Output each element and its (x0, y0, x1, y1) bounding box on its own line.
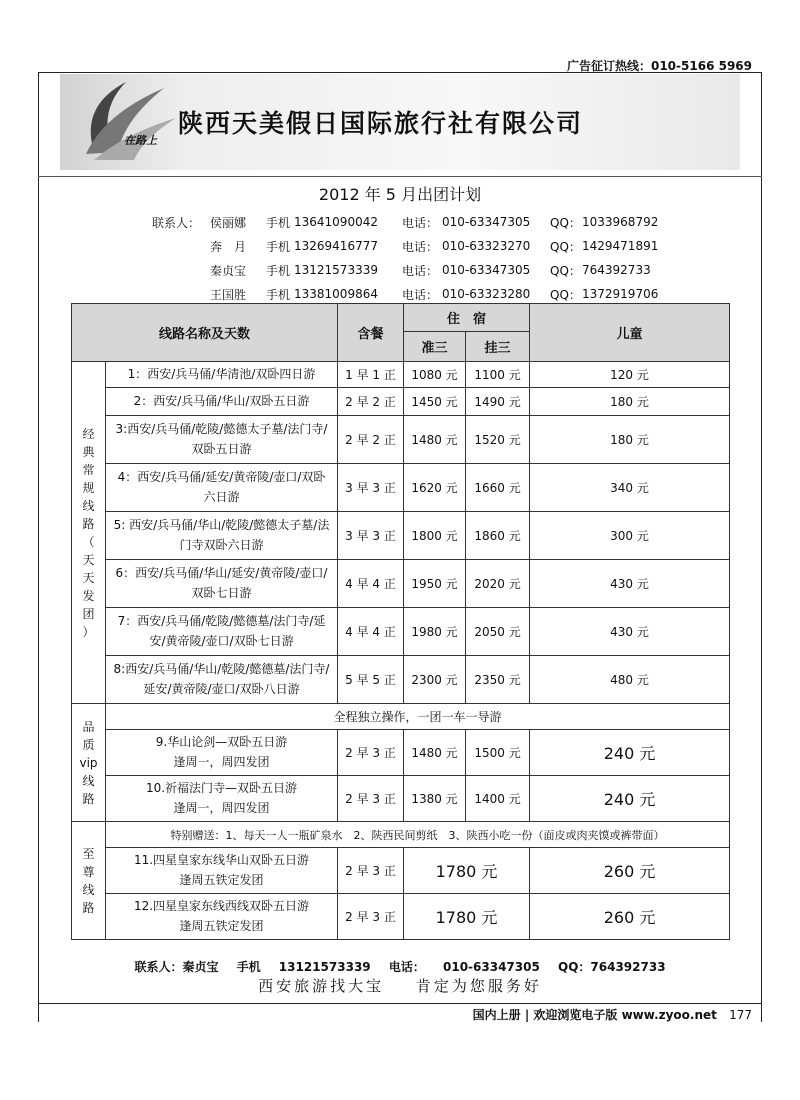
meals: 2 早 2 正 (338, 388, 404, 416)
price-std3: 2300 元 (404, 656, 466, 704)
tel-label: 电话： (402, 287, 439, 302)
meals: 2 早 3 正 (338, 848, 404, 894)
category-vip: 品 质 vip 线 路 (72, 704, 106, 822)
route-name: 4：西安/兵马俑/延安/黄帝陵/壶口/双卧六日游 (106, 464, 338, 512)
tel-label: 电话： (402, 239, 439, 254)
logo-caption: 在路上 (124, 134, 157, 147)
contact-row (152, 210, 658, 234)
price-child: 180 元 (530, 388, 730, 416)
route-name: 6：西安/兵马俑/华山/延安/黄帝陵/壶口/双卧七日游 (106, 560, 338, 608)
tel-number: 010-63347305 (442, 215, 531, 229)
price-std3: 1380 元 (404, 776, 466, 822)
swoosh-logo-icon (64, 74, 184, 170)
right-frame-rule (761, 72, 762, 1022)
route-name: 10.祈福法门寺—双卧五日游 逢周一，周四发团 (106, 776, 338, 822)
slogan-right: 肯定为您服务好 (415, 977, 542, 995)
qq-number: 1429471891 (582, 239, 659, 253)
price-child: 340 元 (530, 464, 730, 512)
page-number: 177 (729, 1008, 752, 1022)
contact-label: 联系人： (152, 215, 201, 230)
price-top3: 1660 元 (466, 464, 530, 512)
slogan-left: 西安旅游找大宝 (258, 977, 385, 995)
price-top3: 2350 元 (466, 656, 530, 704)
meals: 2 早 3 正 (338, 730, 404, 776)
price-std3: 1980 元 (404, 608, 466, 656)
meals: 5 早 5 正 (338, 656, 404, 704)
departure-schedule: 逢周一，周四发团 (173, 800, 270, 815)
price-child: 430 元 (530, 608, 730, 656)
price-adult: 1780 元 (404, 848, 530, 894)
price-top3: 1400 元 (466, 776, 530, 822)
qq-number: 1033968792 (582, 215, 659, 229)
left-frame-rule (38, 72, 39, 1022)
route-name: 7：西安/兵马俑/乾陵/懿德墓/法门寺/延安/黄帝陵/壶口/双卧七日游 (106, 608, 338, 656)
price-top3: 1520 元 (466, 416, 530, 464)
price-std3: 1620 元 (404, 464, 466, 512)
header-meals: 含餐 (338, 304, 404, 362)
tel-label: 电话： (402, 215, 439, 230)
route-name: 2：西安/兵马俑/华山/双卧五日游 (106, 388, 338, 416)
meals: 4 早 4 正 (338, 560, 404, 608)
meals: 2 早 3 正 (338, 776, 404, 822)
contact-name: 王国胜 (210, 287, 247, 302)
header-route: 线路名称及天数 (72, 304, 338, 362)
mobile-number: 13641090042 (294, 215, 378, 229)
price-std3: 1450 元 (404, 388, 466, 416)
qq-label: QQ： (550, 263, 581, 278)
tel-number: 010-63323270 (442, 239, 531, 253)
tel-number: 010-63347305 (442, 263, 531, 277)
price-top3: 1490 元 (466, 388, 530, 416)
price-child: 240 元 (530, 730, 730, 776)
slogan (0, 975, 800, 996)
top-rule (38, 72, 762, 73)
price-child: 120 元 (530, 362, 730, 388)
qq-label: QQ： (550, 287, 581, 302)
mobile-label: 手机 (266, 263, 291, 278)
price-std3: 1480 元 (404, 730, 466, 776)
route-name: 1：西安/兵马俑/华清池/双卧四日游 (106, 362, 338, 388)
departure-schedule: 逢周一，周四发团 (173, 754, 270, 769)
contact-name: 秦贞宝 (210, 263, 247, 278)
banner-rule (38, 176, 762, 177)
qq-label: QQ： (550, 215, 581, 230)
page-footer-label: 国内上册 | 欢迎浏览电子版 www.zyoo.net (472, 1008, 717, 1022)
price-child: 180 元 (530, 416, 730, 464)
qq-number: 1372919706 (582, 287, 659, 301)
tel-number: 010-63323280 (442, 287, 531, 301)
plan-title: 2012 年 5 月出团计划 (318, 185, 482, 204)
price-std3: 1480 元 (404, 416, 466, 464)
price-child: 430 元 (530, 560, 730, 608)
price-adult: 1780 元 (404, 894, 530, 940)
premium-gift-note: 特别赠送：1、每天一人一瓶矿泉水 2、陕西民间剪纸 3、陕西小吃一份（面皮或肉夹馍或裤带面） (106, 822, 730, 848)
page-footer (473, 1006, 752, 1023)
price-child: 260 元 (530, 848, 730, 894)
header-std3: 准三 (404, 332, 466, 362)
departure-schedule: 逢周五铁定发团 (179, 918, 264, 933)
qq-label: QQ： (550, 239, 581, 254)
price-top3: 1860 元 (466, 512, 530, 560)
header-child: 儿童 (530, 304, 730, 362)
tel-label: 电话： (402, 263, 439, 278)
tour-plan-table (71, 303, 730, 940)
bottom-rule (38, 1003, 762, 1004)
price-top3: 1100 元 (466, 362, 530, 388)
price-top3: 1500 元 (466, 730, 530, 776)
route-name: 5: 西安/兵马俑/华山/乾陵/懿德太子墓/法门寺双卧六日游 (106, 512, 338, 560)
category-classic: 经 典 常 规 线 路 （ 天 天 发 团 ） (72, 362, 106, 704)
header-top3: 挂三 (466, 332, 530, 362)
qq-number: 764392733 (582, 263, 651, 277)
price-std3: 1800 元 (404, 512, 466, 560)
mobile-label: 手机 (266, 215, 291, 230)
mobile-number: 13121573339 (294, 263, 378, 277)
mobile-number: 13269416777 (294, 239, 378, 253)
category-premium: 至 尊 线 路 (72, 822, 106, 940)
contact-list (152, 210, 658, 306)
meals: 2 早 2 正 (338, 416, 404, 464)
price-child: 260 元 (530, 894, 730, 940)
mobile-label: 手机 (266, 239, 291, 254)
contact-name: 侯丽娜 (210, 215, 247, 230)
meals: 2 早 3 正 (338, 894, 404, 940)
price-std3: 1080 元 (404, 362, 466, 388)
departure-schedule: 逢周五铁定发团 (179, 872, 264, 887)
price-top3: 2050 元 (466, 608, 530, 656)
price-std3: 1950 元 (404, 560, 466, 608)
header-stay: 住 宿 (404, 304, 530, 332)
meals: 3 早 3 正 (338, 512, 404, 560)
company-name: 陕西天美假日国际旅行社有限公司 (178, 109, 584, 138)
meals: 1 早 1 正 (338, 362, 404, 388)
route-name: 12.四星皇家东线西线双卧五日游 逢周五铁定发团 (106, 894, 338, 940)
footer-contact: 联系人：秦贞宝 手机 13121573339 电话： 010-63347305 QQ：764392733 (134, 960, 666, 974)
mobile-label: 手机 (266, 287, 291, 302)
vip-note: 全程独立操作，一团一车一导游 (106, 704, 730, 730)
price-top3: 2020 元 (466, 560, 530, 608)
price-child: 300 元 (530, 512, 730, 560)
price-child: 480 元 (530, 656, 730, 704)
contact-row (152, 258, 658, 282)
route-name: 3:西安/兵马俑/乾陵/懿德太子墓/法门寺/双卧五日游 (106, 416, 338, 464)
route-name: 9.华山论剑—双卧五日游 逢周一，周四发团 (106, 730, 338, 776)
meals: 3 早 3 正 (338, 464, 404, 512)
ad-hotline: 广告征订热线：010-5166 5969 (566, 59, 752, 73)
price-child: 240 元 (530, 776, 730, 822)
meals: 4 早 4 正 (338, 608, 404, 656)
contact-row (152, 234, 658, 258)
company-banner (60, 74, 740, 170)
mobile-number: 13381009864 (294, 287, 378, 301)
route-name: 11.四星皇家东线华山双卧五日游 逢周五铁定发团 (106, 848, 338, 894)
route-name: 8:西安/兵马俑/华山/乾陵/懿德墓/法门寺/延安/黄帝陵/壶口/双卧八日游 (106, 656, 338, 704)
contact-name: 奔 月 (210, 239, 247, 254)
